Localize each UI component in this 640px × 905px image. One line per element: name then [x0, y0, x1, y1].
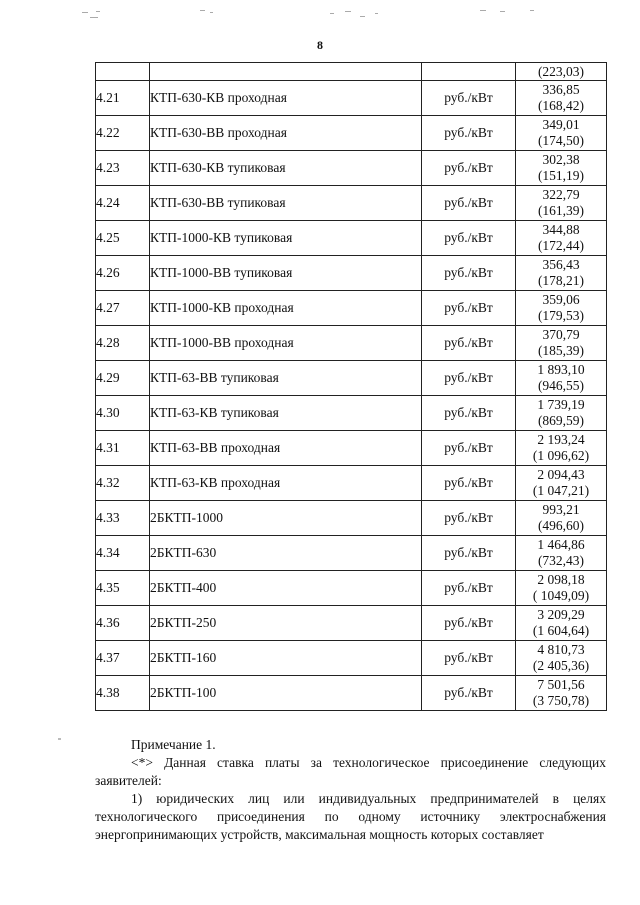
note-paragraph-2: 1) юридических лиц или индивидуальных предпринимателей в целях технологического присоединения по одному источнику электроснабжения энергопринимающих устройств, максимальная мощность которых составляет: [95, 791, 606, 842]
rate-value: 2 193,24: [537, 432, 585, 447]
note-paragraph-1: <*> Данная ставка платы за технологическое присоединение следующих заявителей:: [95, 755, 606, 788]
table-cell-name: КТП-1000-КВ проходная: [150, 291, 422, 326]
table-cell-value: [516, 186, 607, 221]
table-cell-name: КТП-630-КВ проходная: [150, 81, 422, 116]
table-cell-value: [516, 606, 607, 641]
rate-value: 1 464,86: [537, 537, 585, 552]
page-number: 8: [317, 38, 323, 52]
table-cell-num: 4.25: [96, 221, 150, 256]
table-cell-num: 4.21: [96, 81, 150, 116]
table-cell-unit: руб./кВт: [422, 431, 516, 466]
rate-value: 2 098,18: [537, 572, 585, 587]
rate-value: 2 094,43: [537, 467, 585, 482]
rate-value: 356,43: [542, 257, 580, 272]
table-row: [96, 641, 607, 676]
rate-value: 344,88: [542, 222, 580, 237]
table-cell-unit: руб./кВт: [422, 606, 516, 641]
scan-speck: [58, 738, 61, 740]
table-cell-value: [516, 221, 607, 256]
table-row: [96, 501, 607, 536]
table-cell-value: [516, 676, 607, 711]
table-cell-name: КТП-63-КВ проходная: [150, 466, 422, 501]
rate-sub-value: (732,43): [537, 553, 585, 568]
table-cell-name: КТП-1000-ВВ тупиковая: [150, 256, 422, 291]
table-cell-num: 4.23: [96, 151, 150, 186]
table-cell-num: [96, 63, 150, 81]
note-title: Примечание 1.: [131, 737, 216, 752]
rate-sub-value: (161,39): [537, 203, 585, 218]
table-cell-name: КТП-630-ВВ тупиковая: [150, 186, 422, 221]
table-cell-name: КТП-630-ВВ проходная: [150, 116, 422, 151]
table-cell-num: 4.28: [96, 326, 150, 361]
table-cell-unit: руб./кВт: [422, 466, 516, 501]
table-cell-num: 4.34: [96, 536, 150, 571]
table-cell-unit: руб./кВт: [422, 676, 516, 711]
table-row: [96, 676, 607, 711]
table-row: [96, 431, 607, 466]
rate-value: 3 209,29: [537, 607, 585, 622]
table-cell-unit: руб./кВт: [422, 186, 516, 221]
table-cell-unit: руб./кВт: [422, 396, 516, 431]
rate-sub-value: (869,59): [537, 413, 585, 428]
table-cell-name: 2БКТП-250: [150, 606, 422, 641]
table-cell-num: 4.26: [96, 256, 150, 291]
rate-value: 322,79: [542, 187, 580, 202]
table-cell-num: 4.27: [96, 291, 150, 326]
table-row: [96, 291, 607, 326]
table-cell-unit: руб./кВт: [422, 81, 516, 116]
table-cell-num: 4.37: [96, 641, 150, 676]
table-row: [96, 326, 607, 361]
table-cell-unit: [422, 63, 516, 81]
rates-table: [95, 62, 607, 711]
table-cell-value: [516, 291, 607, 326]
table-cell-value: [516, 431, 607, 466]
table-row: [96, 116, 607, 151]
rate-value: 1 893,10: [537, 362, 585, 377]
table-cell-num: 4.22: [96, 116, 150, 151]
table-row: [96, 396, 607, 431]
table-cell-name: 2БКТП-630: [150, 536, 422, 571]
table-cell-unit: руб./кВт: [422, 221, 516, 256]
table-cell-num: 4.36: [96, 606, 150, 641]
rate-sub-value: (168,42): [537, 98, 585, 113]
table-row: [96, 186, 607, 221]
table-cell-unit: руб./кВт: [422, 641, 516, 676]
rate-sub-value: (1 047,21): [532, 483, 590, 498]
table-row: [96, 221, 607, 256]
table-row: [96, 606, 607, 641]
table-cell-value: [516, 571, 607, 606]
rate-value: 370,79: [542, 327, 580, 342]
table-cell-num: 4.24: [96, 186, 150, 221]
table-cell-name: КТП-1000-ВВ проходная: [150, 326, 422, 361]
table-cell-unit: руб./кВт: [422, 151, 516, 186]
table-cell-num: 4.38: [96, 676, 150, 711]
table-cell-name: КТП-63-ВВ тупиковая: [150, 361, 422, 396]
notes-section: [95, 736, 606, 844]
table-row: [96, 256, 607, 291]
table-cell-value: [516, 256, 607, 291]
rates-table-body: [96, 63, 607, 711]
rate-sub-value: (151,19): [537, 168, 585, 183]
table-row: [96, 151, 607, 186]
table-cell-value: [516, 501, 607, 536]
table-cell-value: [516, 326, 607, 361]
rate-sub-value: (174,50): [537, 133, 585, 148]
table-cell-unit: руб./кВт: [422, 501, 516, 536]
rate-value: 7 501,56: [537, 677, 585, 692]
table-cell-value: [516, 641, 607, 676]
rate-value: 1 739,19: [537, 397, 585, 412]
table-cell-name: 2БКТП-160: [150, 641, 422, 676]
rate-value: 302,38: [542, 152, 580, 167]
table-cell-value: [516, 116, 607, 151]
table-cell-unit: руб./кВт: [422, 326, 516, 361]
table-cell-num: 4.33: [96, 501, 150, 536]
table-cell-value: [516, 466, 607, 501]
rate-sub-value: (172,44): [537, 238, 585, 253]
rate-value: 349,01: [542, 117, 580, 132]
rate-sub-value: (178,21): [537, 273, 585, 288]
scan-noise: [60, 8, 580, 22]
rate-sub-value: (179,53): [537, 308, 585, 323]
table-cell-value: [516, 396, 607, 431]
table-cell-name: 2БКТП-400: [150, 571, 422, 606]
table-cell-value: [516, 151, 607, 186]
rate-value: 359,06: [542, 292, 580, 307]
table-cell-name: КТП-1000-КВ тупиковая: [150, 221, 422, 256]
table-row: [96, 466, 607, 501]
table-cell-name: КТП-63-КВ тупиковая: [150, 396, 422, 431]
table-cell-num: 4.29: [96, 361, 150, 396]
table-row-continued: [96, 63, 607, 81]
rate-sub-value: (3 750,78): [532, 693, 590, 708]
table-cell-name: 2БКТП-100: [150, 676, 422, 711]
table-cell-value: [516, 361, 607, 396]
rate-value: 993,21: [542, 502, 580, 517]
table-cell-unit: руб./кВт: [422, 291, 516, 326]
table-cell-value: (223,03): [516, 63, 607, 81]
table-cell-num: 4.35: [96, 571, 150, 606]
table-cell-num: 4.31: [96, 431, 150, 466]
table-row: [96, 536, 607, 571]
table-cell-unit: руб./кВт: [422, 536, 516, 571]
table-row: [96, 361, 607, 396]
rate-sub-value: (1 096,62): [532, 448, 590, 463]
rate-value: 4 810,73: [537, 642, 585, 657]
table-cell-value: [516, 536, 607, 571]
table-cell-name: [150, 63, 422, 81]
table-cell-name: КТП-630-КВ тупиковая: [150, 151, 422, 186]
rate-sub-value: ( 1049,09): [532, 588, 590, 603]
rate-sub-value: (185,39): [537, 343, 585, 358]
table-cell-value: [516, 81, 607, 116]
rate-sub-value: (1 604,64): [532, 623, 590, 638]
table-cell-num: 4.32: [96, 466, 150, 501]
table-cell-name: КТП-63-ВВ проходная: [150, 431, 422, 466]
table-cell-unit: руб./кВт: [422, 256, 516, 291]
table-row: [96, 81, 607, 116]
table-cell-unit: руб./кВт: [422, 116, 516, 151]
table-cell-name: 2БКТП-1000: [150, 501, 422, 536]
table-cell-unit: руб./кВт: [422, 571, 516, 606]
table-row: [96, 571, 607, 606]
table-cell-num: 4.30: [96, 396, 150, 431]
rate-sub-value: (2 405,36): [532, 658, 590, 673]
rate-sub-value: (946,55): [537, 378, 585, 393]
table-cell-unit: руб./кВт: [422, 361, 516, 396]
rate-value: 336,85: [542, 82, 580, 97]
rate-sub-value: (496,60): [537, 518, 585, 533]
